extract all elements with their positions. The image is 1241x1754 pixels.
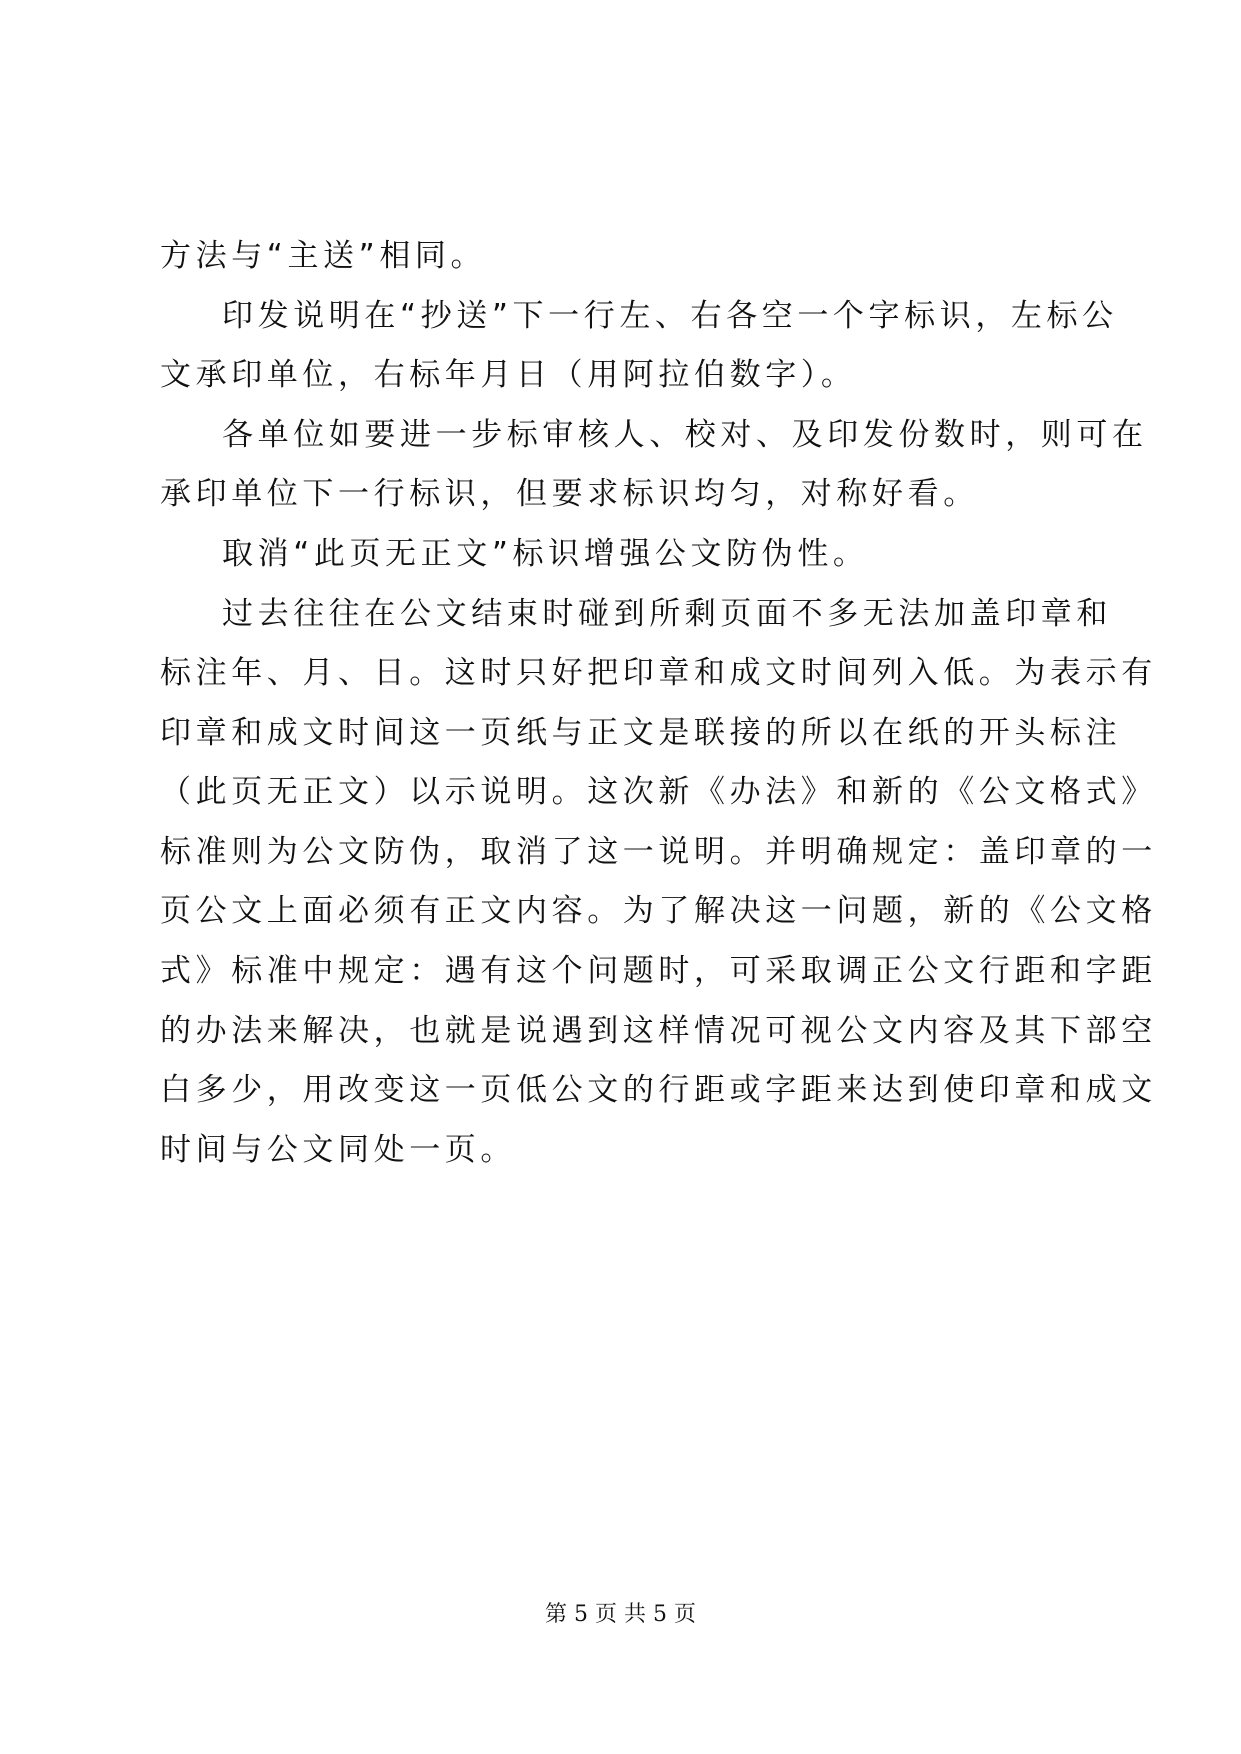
text-line: 方法与“主送”相同。 [160,238,487,274]
text-line: 承印单位下一行标识，但要求标识均匀，对称好看。 [160,476,979,512]
paragraph-first-line: 印发说明在“抄送”下一行左、右各空一个字标识，左标公 [222,298,1118,334]
paragraph-first-line: 过去往往在公文结束时碰到所剩页面不多无法加盖印章和 [222,596,1112,632]
page-number-label: 第 5 页 共 5 页 [545,1602,696,1627]
text-line: 式》标准中规定：遇有这个问题时，可采取调正公文行距和字距 [160,953,1157,989]
text-line: 标准则为公文防伪，取消了这一说明。并明确规定：盖印章的一 [160,834,1157,870]
paragraph-first-line: 各单位如要进一步标审核人、校对、及印发份数时，则可在 [222,417,1148,453]
paragraph-first-line: 取消“此页无正文”标识增强公文防伪性。 [222,536,869,572]
text-line: 的办法来解决，也就是说遇到这样情况可视公文内容及其下部空 [160,1013,1157,1049]
text-line: 时间与公文同处一页。 [160,1132,516,1168]
text-line: （此页无正文）以示说明。这次新《办法》和新的《公文格式》 [160,774,1157,810]
text-line: 印章和成文时间这一页纸与正文是联接的所以在纸的开头标注 [160,715,1122,751]
text-line: 页公文上面必须有正文内容。为了解决这一问题，新的《公文格 [160,893,1157,929]
page-footer [0,1600,1241,1630]
text-line: 标注年、月、日。这时只好把印章和成文时间列入低。为表示有 [160,655,1157,691]
text-line: 文承印单位，右标年月日（用阿拉伯数字）。 [160,357,857,393]
text-line: 白多少，用改变这一页低公文的行距或字距来达到使印章和成文 [160,1072,1157,1108]
